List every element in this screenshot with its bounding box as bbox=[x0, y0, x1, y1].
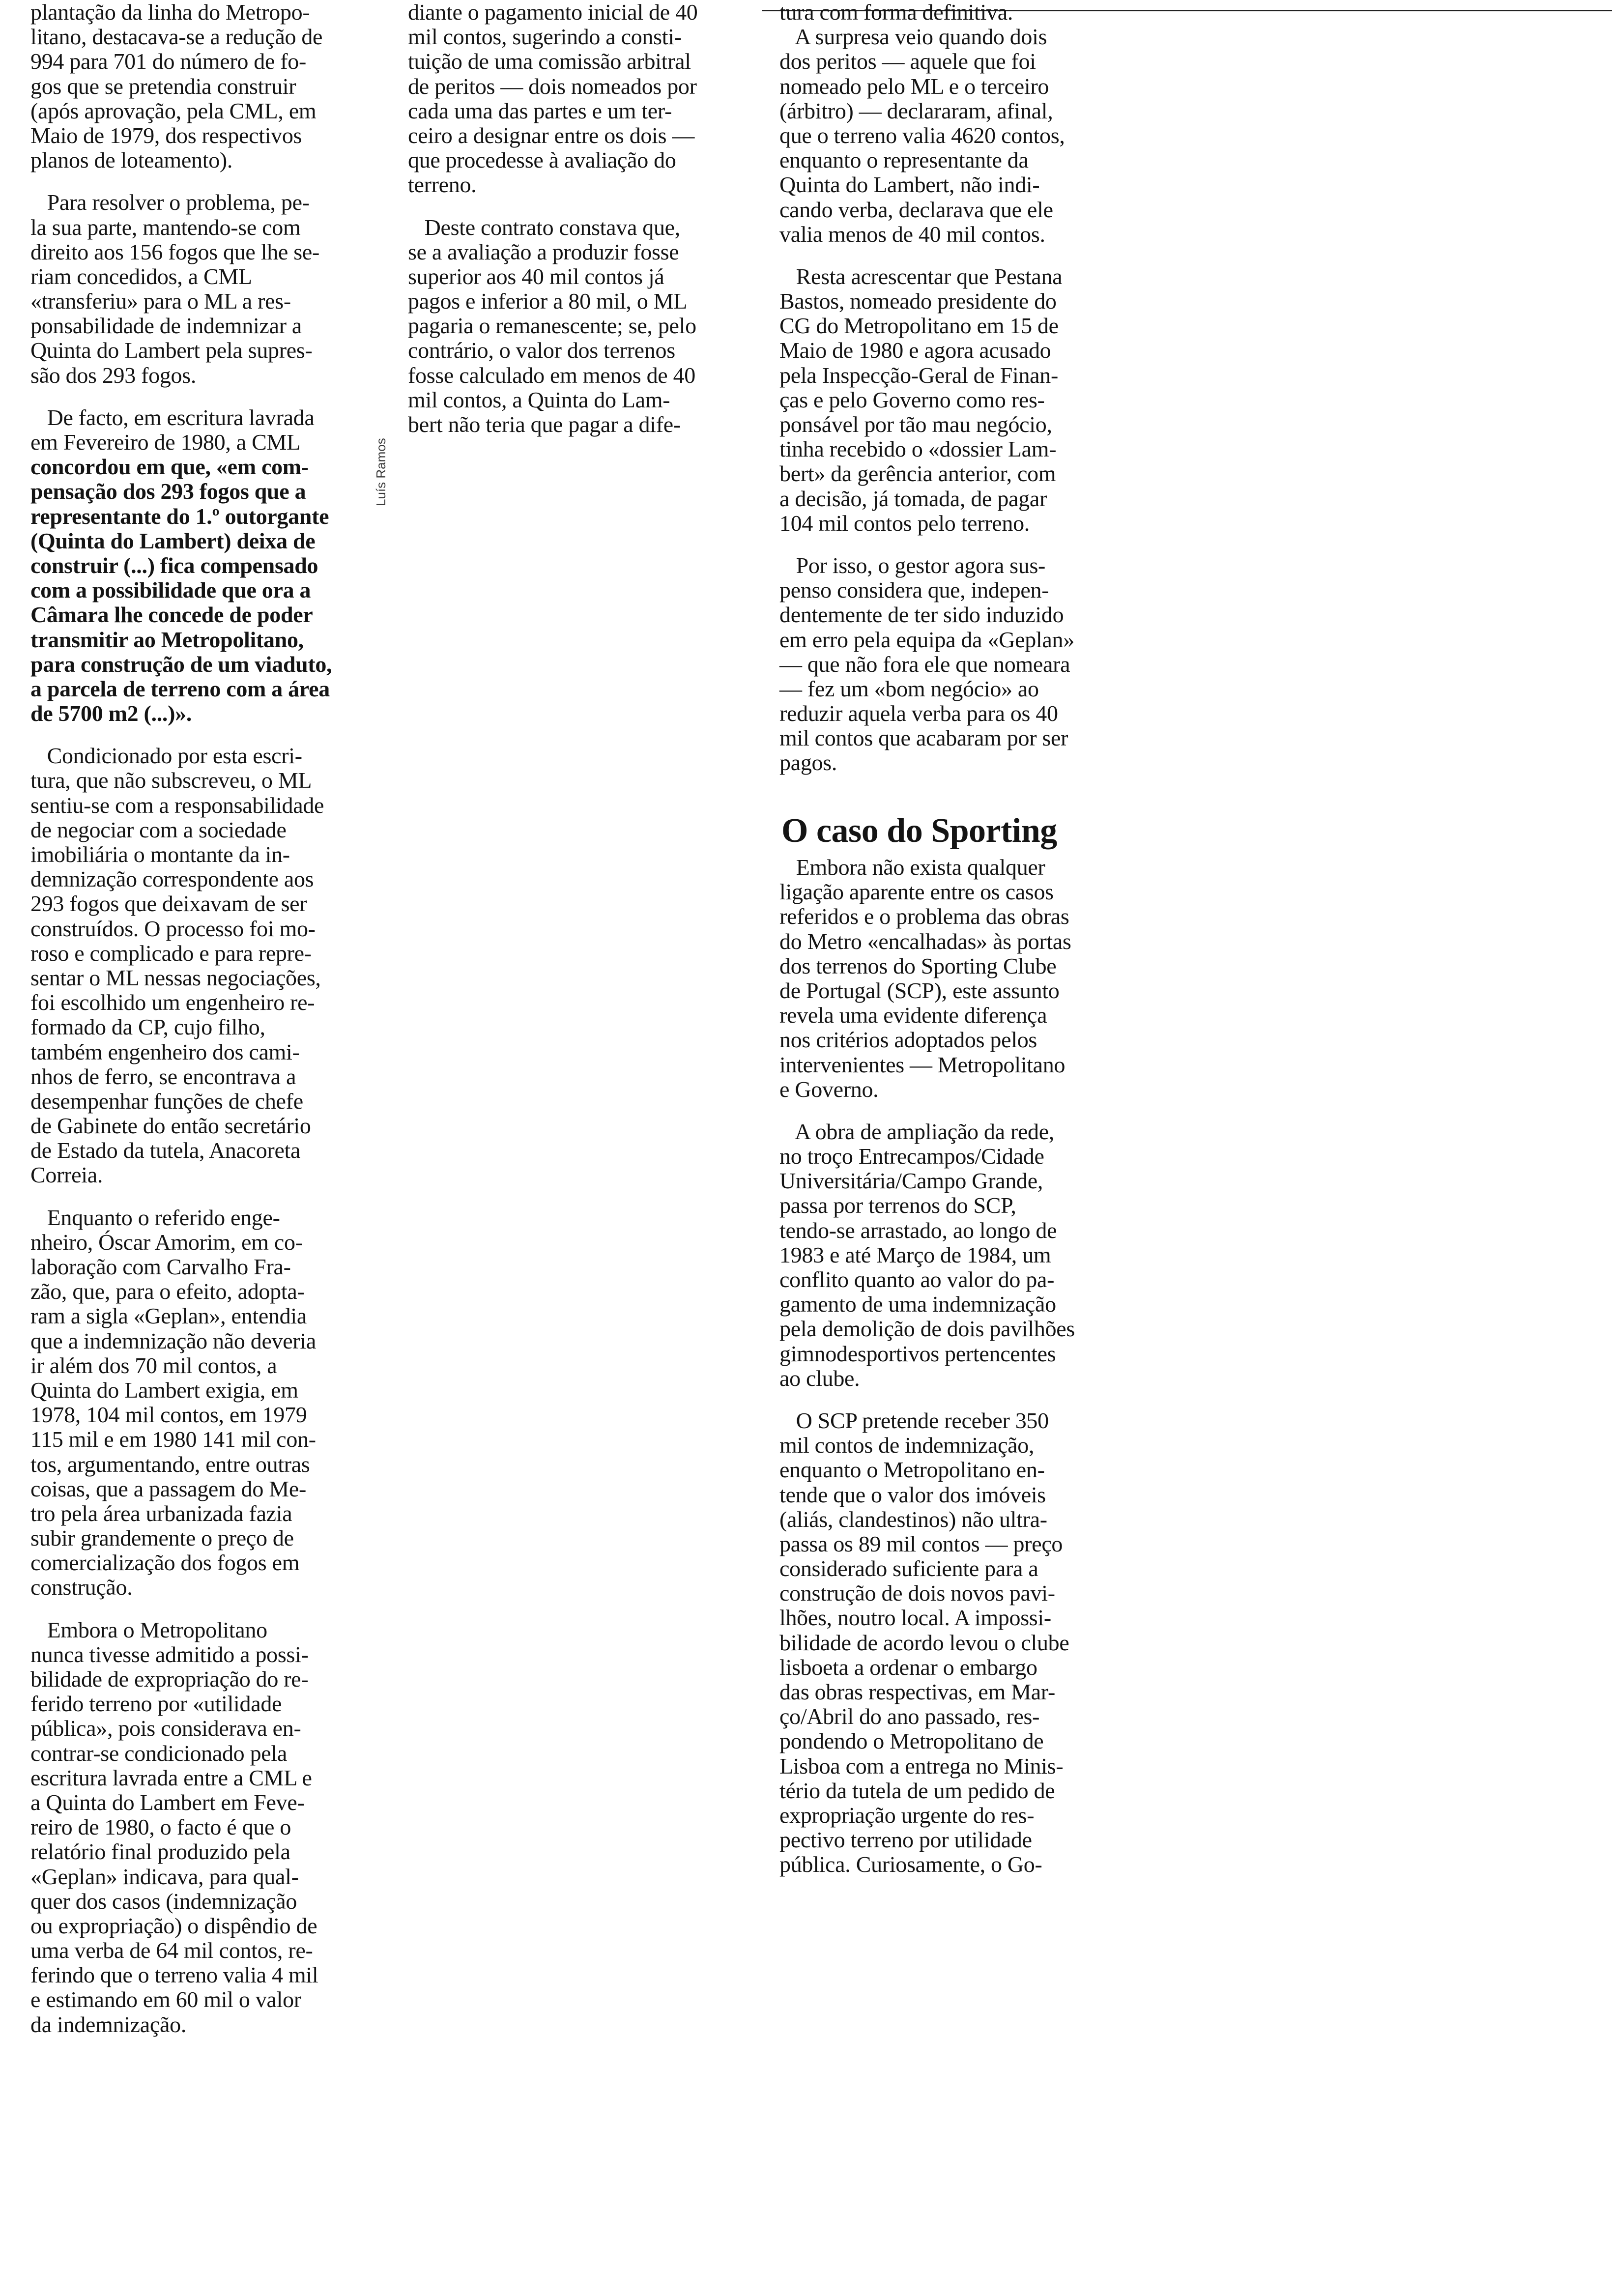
section-heading: O caso do Sporting bbox=[781, 812, 1057, 850]
text-line: contrar-se condicionado pela bbox=[30, 1740, 287, 1766]
text-line: ir além dos 70 mil contos, a bbox=[30, 1352, 277, 1378]
text-line: tro pela área urbanizada fazia bbox=[30, 1500, 292, 1526]
text-line: de peritos — dois nomeados por bbox=[408, 73, 697, 99]
text-line: que procedesse à avaliação do bbox=[408, 147, 676, 173]
text-line: a Quinta do Lambert em Feve- bbox=[30, 1789, 305, 1815]
text-line: mil contos que acabaram por ser bbox=[779, 725, 1068, 751]
text-line: lisboeta a ordenar o embargo bbox=[779, 1654, 1037, 1680]
paragraph-gap bbox=[30, 1188, 332, 1205]
text-line: se a avaliação a produzir fosse bbox=[408, 239, 679, 264]
text-line: Correia. bbox=[30, 1162, 103, 1188]
text-line: que a indemnização não deveria bbox=[30, 1328, 317, 1353]
text-line: 104 mil contos pelo terreno. bbox=[779, 510, 1030, 536]
text-line: quer dos casos (indemnização bbox=[30, 1888, 297, 1914]
text-line: Embora o Metropolitano bbox=[30, 1617, 267, 1642]
text-line: tendo-se arrastado, ao longo de bbox=[779, 1217, 1057, 1243]
text-line: cando verba, declarava que ele bbox=[779, 197, 1053, 222]
text-line: ferido terreno por «utilidade bbox=[30, 1691, 282, 1717]
paragraph-gap bbox=[779, 536, 1074, 553]
text-line: (aliás, clandestinos) não ultra- bbox=[779, 1506, 1047, 1532]
text-line: ponsabilidade de indemnizar a bbox=[30, 313, 302, 339]
text-line: sentiu-se com a responsabilidade bbox=[30, 792, 324, 818]
text-line: de Portugal (SCP), este assunto bbox=[779, 977, 1060, 1003]
text-line: litano, destacava-se a redução de bbox=[30, 24, 323, 50]
text-line: dos terrenos do Sporting Clube bbox=[779, 953, 1057, 978]
text-line: e Governo. bbox=[779, 1076, 879, 1102]
text-line: imobiliária o montante da in- bbox=[30, 842, 290, 867]
text-line: pagaria o remanescente; se, pelo bbox=[408, 313, 696, 339]
text-line: «transferiu» para o ML a res- bbox=[30, 288, 291, 314]
text-line: Universitária/Campo Grande, bbox=[779, 1168, 1043, 1194]
text-line: nhos de ferro, se encontrava a bbox=[30, 1063, 296, 1089]
text-line: tende que o valor dos imóveis bbox=[779, 1482, 1046, 1507]
text-line: passa os 89 mil contos — preço bbox=[779, 1531, 1063, 1556]
article-column-3-continued bbox=[779, 855, 1075, 1877]
text-line: Quinta do Lambert, não indi- bbox=[779, 172, 1040, 198]
text-line: pensação dos 293 fogos que a bbox=[30, 479, 306, 504]
text-line: lhões, noutro local. A impossi- bbox=[779, 1605, 1051, 1631]
text-line: escritura lavrada entre a CML e bbox=[30, 1765, 312, 1790]
paragraph-gap bbox=[30, 388, 332, 405]
text-line: bilidade de expropriação do re- bbox=[30, 1666, 309, 1692]
text-line: Deste contrato constava que, bbox=[408, 214, 680, 240]
text-line: Enquanto o referido enge- bbox=[30, 1205, 280, 1230]
text-line: penso considera que, indepen- bbox=[779, 577, 1049, 603]
text-line: tura, que não subscreveu, o ML bbox=[30, 768, 312, 793]
article-column-1 bbox=[30, 0, 332, 2037]
text-line: e estimando em 60 mil o valor bbox=[30, 1987, 301, 2012]
text-line: da indemnização. bbox=[30, 2011, 187, 2037]
text-line: no troço Entrecampos/Cidade bbox=[779, 1144, 1044, 1169]
text-line: 994 para 701 do número de fo- bbox=[30, 49, 307, 74]
text-line: Embora não exista qualquer bbox=[779, 855, 1045, 880]
paragraph-gap bbox=[408, 198, 697, 215]
text-line: de Gabinete do então secretário bbox=[30, 1113, 311, 1139]
text-line: (Quinta do Lambert) deixa de bbox=[30, 528, 316, 553]
article-column-3 bbox=[779, 0, 1074, 775]
text-line: Condicionado por esta escri- bbox=[30, 743, 302, 769]
text-line: la sua parte, mantendo-se com bbox=[30, 214, 301, 240]
paragraph-gap bbox=[30, 726, 332, 744]
photo-credit: Luís Ramos bbox=[374, 438, 388, 506]
text-line: De facto, em escritura lavrada bbox=[30, 404, 315, 430]
text-line: pagos. bbox=[779, 750, 837, 775]
text-line: de negociar com a sociedade bbox=[30, 817, 287, 842]
text-line: uma verba de 64 mil contos, re- bbox=[30, 1938, 313, 1963]
text-line: bert» da gerência anterior, com bbox=[779, 461, 1056, 487]
text-line: nos critérios adoptados pelos bbox=[779, 1027, 1037, 1053]
text-line: cada uma das partes e um ter- bbox=[408, 98, 672, 123]
text-line: tuição de uma comissão arbitral bbox=[408, 49, 691, 74]
text-line: pública», pois considerava en- bbox=[30, 1716, 301, 1741]
text-line: nunca tivesse admitido a possi- bbox=[30, 1641, 309, 1667]
text-line: construção de dois novos pavi- bbox=[779, 1580, 1055, 1606]
text-line: ou expropriação) o dispêndio de bbox=[30, 1913, 317, 1938]
text-line: pagos e inferior a 80 mil, o ML bbox=[408, 288, 688, 314]
text-line: passa por terrenos do SCP, bbox=[779, 1193, 1016, 1218]
paragraph-gap bbox=[30, 172, 332, 190]
text-line: dos peritos — aquele que foi bbox=[779, 49, 1036, 74]
text-line: bilidade de acordo levou o clube bbox=[779, 1630, 1069, 1655]
text-line: ças e pelo Governo como res- bbox=[779, 387, 1045, 412]
text-line: transmitir ao Metropolitano, bbox=[30, 627, 304, 652]
text-line: desempenhar funções de chefe bbox=[30, 1088, 303, 1114]
text-line: construídos. O processo foi mo- bbox=[30, 916, 316, 941]
text-line: (após aprovação, pela CML, em bbox=[30, 98, 317, 123]
text-line: pectivo terreno por utilidade bbox=[779, 1827, 1032, 1853]
text-line: 115 mil e em 1980 141 mil con- bbox=[30, 1427, 316, 1452]
text-line: Resta acrescentar que Pestana bbox=[779, 263, 1063, 289]
text-line: riam concedidos, a CML bbox=[30, 263, 252, 289]
text-line: O SCP pretende receber 350 bbox=[779, 1407, 1049, 1433]
text-line: mil contos, sugerindo a consti- bbox=[408, 24, 682, 50]
text-line: Para resolver o problema, pe- bbox=[30, 190, 310, 215]
text-line: com a possibilidade que ora a bbox=[30, 577, 311, 603]
text-line: Quinta do Lambert pela supres- bbox=[30, 338, 313, 363]
text-line: a decisão, já tomada, de pagar bbox=[779, 486, 1047, 511]
text-line: fosse calculado em menos de 40 bbox=[408, 362, 695, 388]
text-line: 1983 e até Março de 1984, um bbox=[779, 1242, 1051, 1267]
text-line: subir grandemente o preço de bbox=[30, 1525, 294, 1551]
text-line: Por isso, o gestor agora sus- bbox=[779, 552, 1046, 578]
text-line: ço/Abril do ano passado, res- bbox=[779, 1704, 1040, 1729]
text-line: gimnodesportivos pertencentes bbox=[779, 1341, 1056, 1366]
text-line: referidos e o problema das obras bbox=[779, 904, 1069, 929]
text-line: do Metro «encalhadas» às portas bbox=[779, 928, 1071, 954]
text-line: mil contos de indemnização, bbox=[779, 1433, 1035, 1458]
text-line: A obra de ampliação da rede, bbox=[779, 1119, 1055, 1144]
text-line: comercialização dos fogos em bbox=[30, 1550, 300, 1576]
text-line: ponsável por tão mau negócio, bbox=[779, 412, 1052, 437]
text-line: tos, argumentando, entre outras bbox=[30, 1451, 310, 1477]
text-line: nomeado pelo ML e o terceiro bbox=[779, 73, 1049, 99]
text-line: expropriação urgente do res- bbox=[779, 1802, 1035, 1828]
text-line: terreno. bbox=[408, 172, 477, 198]
text-line: valia menos de 40 mil contos. bbox=[779, 221, 1045, 247]
text-line: para construção de um viaduto, bbox=[30, 651, 332, 677]
text-line: foi escolhido um engenheiro re- bbox=[30, 990, 315, 1015]
text-line: pondendo o Metropolitano de bbox=[779, 1728, 1044, 1754]
text-line: planos de loteamento). bbox=[30, 147, 233, 173]
text-line: tinha recebido o «dossier Lam- bbox=[779, 436, 1057, 462]
paragraph-gap bbox=[779, 1391, 1075, 1408]
text-line: das obras respectivas, em Mar- bbox=[779, 1679, 1056, 1704]
text-line: são dos 293 fogos. bbox=[30, 362, 197, 388]
text-line: ligação aparente entre os casos bbox=[779, 879, 1054, 905]
text-line: coisas, que a passagem do Me- bbox=[30, 1476, 307, 1501]
text-line: enquanto o Metropolitano en- bbox=[779, 1457, 1045, 1483]
text-line: ferindo que o terreno valia 4 mil bbox=[30, 1962, 318, 1988]
text-line: considerado suficiente para a bbox=[779, 1556, 1038, 1581]
text-line: construir (...) fica compensado bbox=[30, 552, 318, 578]
text-line: Bastos, nomeado presidente do bbox=[779, 288, 1057, 314]
text-line: — fez um «bom negócio» ao bbox=[779, 676, 1039, 701]
text-line: contrário, o valor dos terrenos bbox=[408, 338, 675, 363]
text-line: Quinta do Lambert exigia, em bbox=[30, 1377, 298, 1403]
text-line: construção. bbox=[30, 1575, 133, 1600]
text-line: em erro pela equipa da «Geplan» bbox=[779, 627, 1074, 652]
text-line: enquanto o representante da bbox=[779, 147, 1029, 173]
text-line: gos que se pretendia construir bbox=[30, 73, 296, 99]
text-line: A surpresa veio quando dois bbox=[779, 24, 1047, 50]
text-line: «Geplan» indicava, para qual- bbox=[30, 1864, 299, 1889]
text-line: CG do Metropolitano em 15 de bbox=[779, 313, 1059, 339]
text-line: Lisboa com a entrega no Minis- bbox=[779, 1753, 1064, 1779]
text-line: representante do 1.º outorgante bbox=[30, 503, 329, 529]
text-line: de Estado da tutela, Anacoreta bbox=[30, 1138, 301, 1163]
text-line: nheiro, Óscar Amorim, em co- bbox=[30, 1229, 303, 1255]
text-line: superior aos 40 mil contos já bbox=[408, 263, 664, 289]
text-line: 293 fogos que deixavam de ser bbox=[30, 891, 307, 917]
text-line: Maio de 1979, dos respectivos bbox=[30, 122, 302, 148]
text-line: direito aos 156 fogos que lhe se- bbox=[30, 239, 319, 264]
text-line: bert não teria que pagar a dife- bbox=[408, 412, 681, 437]
text-line: revela uma evidente diferença bbox=[779, 1003, 1047, 1028]
text-line: que o terreno valia 4620 contos, bbox=[779, 122, 1065, 148]
text-line: diante o pagamento inicial de 40 bbox=[408, 0, 698, 25]
text-line: — que não fora ele que nomeara bbox=[779, 651, 1070, 677]
text-line: tura com forma definitiva. bbox=[779, 0, 1013, 25]
article-column-2 bbox=[408, 0, 697, 437]
text-line: concordou em que, «em com- bbox=[30, 454, 309, 480]
text-line: pela demolição de dois pavilhões bbox=[779, 1316, 1075, 1342]
text-line: tério da tutela de um pedido de bbox=[779, 1778, 1055, 1803]
text-line: em Fevereiro de 1980, a CML bbox=[30, 430, 300, 455]
text-line: pública. Curiosamente, o Go- bbox=[779, 1852, 1042, 1877]
text-line: reduzir aquela verba para os 40 bbox=[779, 701, 1058, 726]
text-line: a parcela de terreno com a área bbox=[30, 676, 330, 701]
text-line: plantação da linha do Metropo- bbox=[30, 0, 310, 25]
text-line: ao clube. bbox=[779, 1365, 860, 1391]
text-line: de 5700 m2 (...)». bbox=[30, 701, 192, 726]
text-line: mil contos, a Quinta do Lam- bbox=[408, 387, 670, 412]
text-line: zão, que, para o efeito, adopta- bbox=[30, 1279, 305, 1304]
text-line: (árbitro) — declararam, afinal, bbox=[779, 98, 1053, 123]
text-line: Maio de 1980 e agora acusado bbox=[779, 338, 1051, 363]
text-line: Câmara lhe concede de poder bbox=[30, 602, 313, 628]
text-line: ram a sigla «Geplan», entendia bbox=[30, 1303, 307, 1329]
text-line: também engenheiro dos cami- bbox=[30, 1039, 300, 1064]
text-line: 1978, 104 mil contos, em 1979 bbox=[30, 1402, 307, 1428]
text-line: roso e complicado e para repre- bbox=[30, 940, 312, 966]
text-line: relatório final produzido pela bbox=[30, 1839, 290, 1865]
text-line: sentar o ML nessas negociações, bbox=[30, 965, 321, 990]
text-line: demnização correspondente aos bbox=[30, 866, 314, 892]
text-line: formado da CP, cujo filho, bbox=[30, 1014, 265, 1040]
text-line: intervenientes — Metropolitano bbox=[779, 1052, 1065, 1077]
paragraph-gap bbox=[779, 1102, 1075, 1119]
text-line: laboração com Carvalho Fra- bbox=[30, 1254, 291, 1279]
text-line: conflito quanto ao valor do pa- bbox=[779, 1267, 1055, 1292]
text-line: gamento de uma indemnização bbox=[779, 1292, 1056, 1317]
paragraph-gap bbox=[779, 247, 1074, 264]
text-line: reiro de 1980, o facto é que o bbox=[30, 1814, 291, 1840]
paragraph-gap bbox=[30, 1600, 332, 1618]
text-line: ceiro a designar entre os dois — bbox=[408, 122, 695, 148]
text-line: pela Inspecção-Geral de Finan- bbox=[779, 362, 1058, 388]
text-line: dentemente de ter sido induzido bbox=[779, 602, 1064, 628]
